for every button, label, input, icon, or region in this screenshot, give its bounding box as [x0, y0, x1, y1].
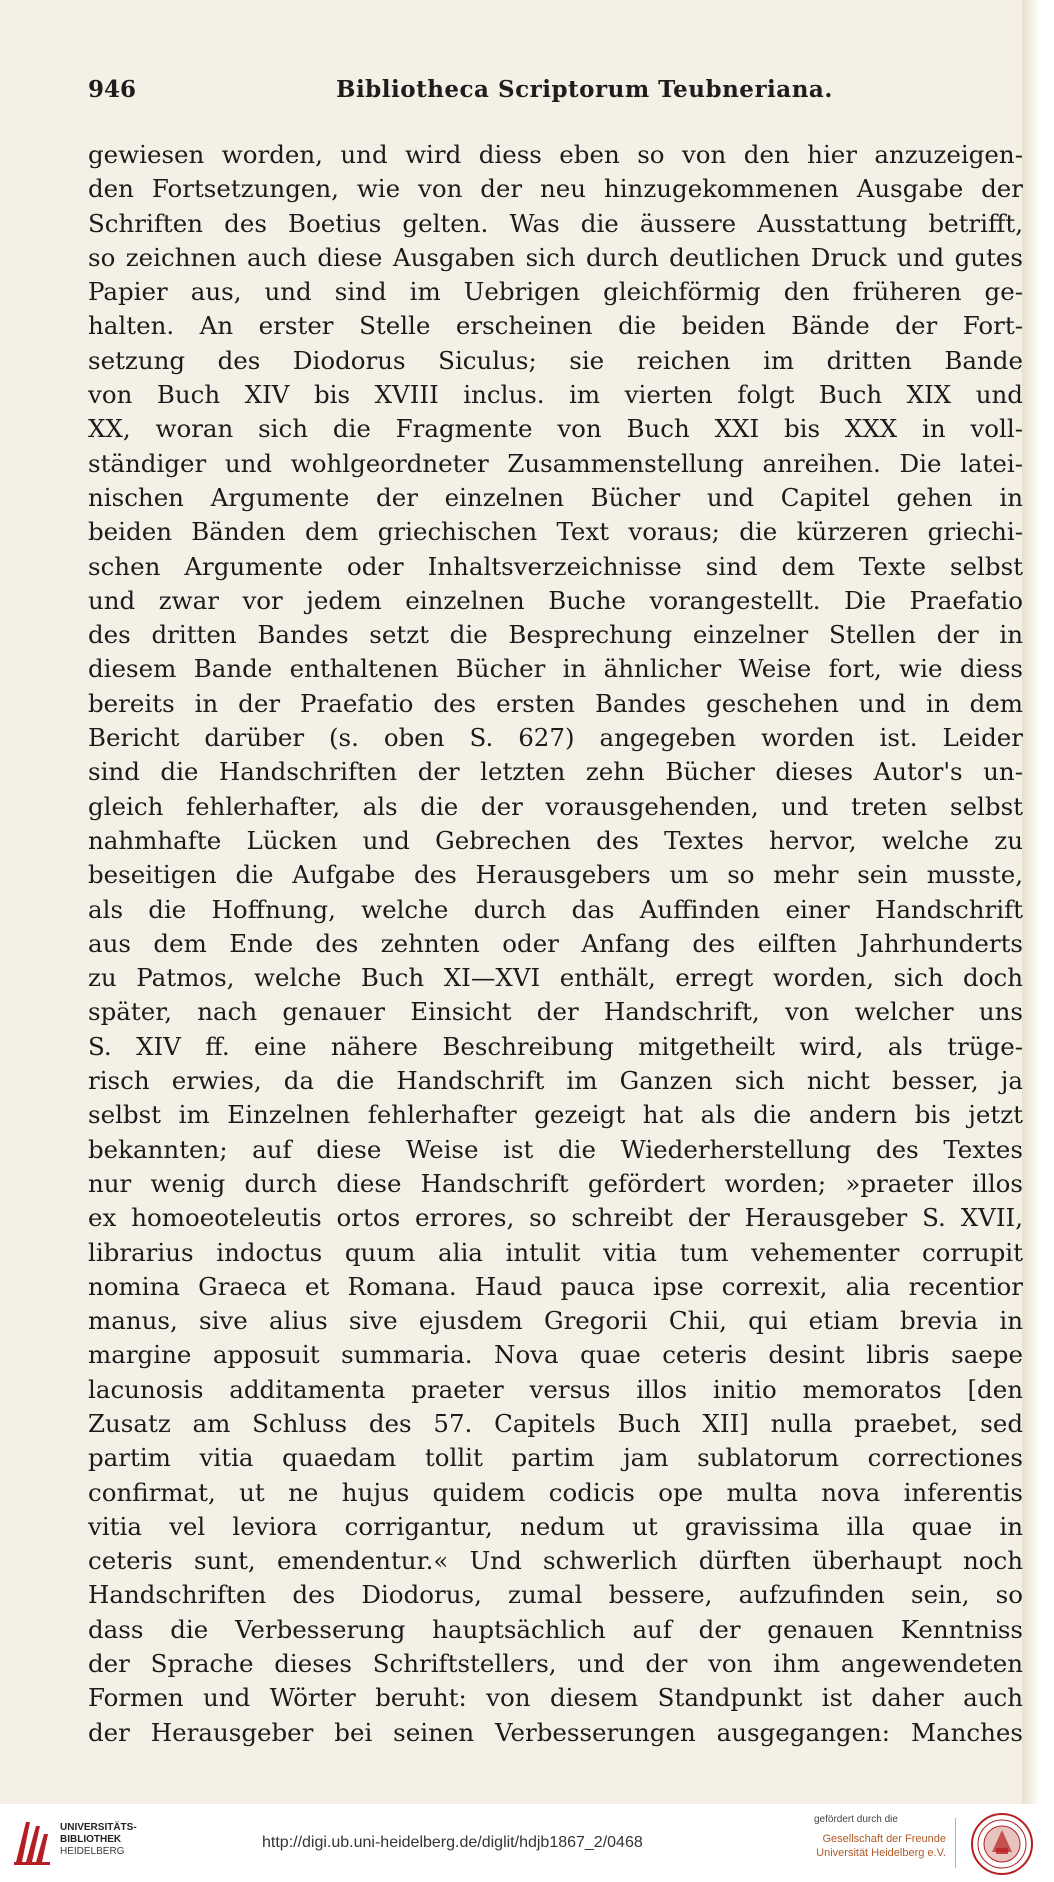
page-number: 946	[88, 76, 137, 103]
text-line: ex homoeoteleutis ortos errores, so schreibt der Herausgeber S. XVII,	[88, 1203, 1023, 1233]
text-line: Formen und Wörter beruht: von diesem Standpunkt ist daher auch	[88, 1683, 1023, 1713]
text-line: Zusatz am Schluss des 57. Capitels Buch XII] nulla praebet, sed	[88, 1408, 1023, 1438]
text-line: risch erwies, da die Handschrift im Ganzen sich nicht besser, ja	[88, 1066, 1023, 1096]
text-line: diesem Bande enthaltenen Bücher in ähnlicher Weise fort, wie diess	[88, 654, 1023, 684]
text-line: margine apposuit summaria. Nova quae ceteris desint libris saepe	[88, 1340, 1023, 1370]
university-library-logo-icon	[12, 1818, 52, 1866]
text-line: halten. An erster Stelle erscheinen die beiden Bände der Fort-	[88, 311, 1023, 341]
text-line: den Fortsetzungen, wie von der neu hinzugekommenen Ausgabe der	[88, 174, 1023, 204]
body-text	[88, 138, 1023, 1750]
text-line: setzung des Diodorus Siculus; sie reichen im dritten Bande	[88, 345, 1023, 375]
text-line: vitia vel leviora corrigantur, nedum ut gravissima illa quae in	[88, 1511, 1023, 1541]
library-name	[60, 1822, 137, 1858]
library-name-line: BIBLIOTHEK	[60, 1834, 122, 1845]
footer-divider	[955, 1818, 956, 1868]
text-line: gleich fehlerhafter, als die der vorausgehenden, und treten selbst	[88, 791, 1023, 821]
funder-label: gefördert durch die	[814, 1814, 898, 1825]
permalink-url[interactable]: http://digi.ub.uni-heidelberg.de/diglit/hdjb1867_2/0468	[262, 1834, 643, 1851]
viewer-footer	[0, 1804, 1054, 1882]
text-line: nischen Argumente der einzelnen Bücher und Capitel gehen in	[88, 482, 1023, 512]
text-line: von Buch XIV bis XVIII inclus. im vierten folgt Buch XIX und	[88, 380, 1023, 410]
text-line: partim vitia quaedam tollit partim jam sublatorum correctiones	[88, 1443, 1023, 1473]
text-line: S. XIV ff. eine nähere Beschreibung mitgetheilt wird, als trüge-	[88, 1031, 1023, 1061]
funder-name-line: Universität Heidelberg e.V.	[816, 1847, 946, 1859]
text-line: nahmhafte Lücken und Gebrechen des Textes hervor, welche zu	[88, 825, 1023, 855]
text-line: aus dem Ende des zehnten oder Anfang des eilften Jahrhunderts	[88, 928, 1023, 958]
library-name-line: UNIVERSITÄTS-	[60, 1822, 137, 1833]
funder-name-line: Gesellschaft der Freunde	[822, 1833, 946, 1845]
university-seal-icon	[970, 1812, 1034, 1876]
funder-name	[806, 1832, 946, 1860]
journal-title: Bibliotheca Scriptorum Teubneriana.	[336, 76, 833, 103]
text-line: zu Patmos, welche Buch XI—XVI enthält, erregt worden, sich doch	[88, 963, 1023, 993]
text-line: Papier aus, und sind im Uebrigen gleichförmig den früheren ge-	[88, 277, 1023, 307]
text-line: nomina Graeca et Romana. Haud pauca ipse correxit, alia recentior	[88, 1271, 1023, 1301]
text-line: confirmat, ut ne hujus quidem codicis ope multa nova inferentis	[88, 1477, 1023, 1507]
text-line: sind die Handschriften der letzten zehn Bücher dieses Autor's un-	[88, 757, 1023, 787]
text-line: selbst im Einzelnen fehlerhafter gezeigt hat als die andern bis jetzt	[88, 1100, 1023, 1130]
page-edge	[1022, 0, 1038, 1804]
text-line: Handschriften des Diodorus, zumal bessere, aufzufinden sein, so	[88, 1580, 1023, 1610]
text-line: als die Hoffnung, welche durch das Auffinden einer Handschrift	[88, 894, 1023, 924]
text-line: bekannten; auf diese Weise ist die Wiederherstellung des Textes	[88, 1134, 1023, 1164]
text-line: der Sprache dieses Schriftstellers, und der von ihm angewendeten	[88, 1649, 1023, 1679]
text-line: beiden Bänden dem griechischen Text voraus; die kürzeren griechi-	[88, 517, 1023, 547]
text-line: der Herausgeber bei seinen Verbesserungen ausgegangen: Manches	[88, 1717, 1023, 1747]
text-line: später, nach genauer Einsicht der Handschrift, von welcher uns	[88, 997, 1023, 1027]
text-line: beseitigen die Aufgabe des Herausgebers um so mehr sein musste,	[88, 860, 1023, 890]
text-line: bereits in der Praefatio des ersten Bandes geschehen und in dem	[88, 688, 1023, 718]
text-line: dass die Verbesserung hauptsächlich auf der genauen Kenntniss	[88, 1614, 1023, 1644]
text-line: ständiger und wohlgeordneter Zusammenstellung anreihen. Die latei-	[88, 448, 1023, 478]
text-line: und zwar vor jedem einzelnen Buche vorangestellt. Die Praefatio	[88, 585, 1023, 615]
text-line: Schriften des Boetius gelten. Was die äussere Ausstattung betrifft,	[88, 208, 1023, 238]
text-line: so zeichnen auch diese Ausgaben sich durch deutlichen Druck und gutes	[88, 242, 1023, 272]
text-line: XX, woran sich die Fragmente von Buch XXI bis XXX in voll-	[88, 414, 1023, 444]
text-line: gewiesen worden, und wird diess eben so von den hier anzuzeigen-	[88, 140, 1023, 169]
text-line: manus, sive alius sive ejusdem Gregorii Chii, qui etiam brevia in	[88, 1306, 1023, 1336]
library-name-line: HEIDELBERG	[60, 1846, 125, 1857]
text-line: des dritten Bandes setzt die Besprechung einzelner Stellen der in	[88, 620, 1023, 650]
text-line: lacunosis additamenta praeter versus illos initio memoratos [den	[88, 1374, 1023, 1404]
text-line: schen Argumente oder Inhaltsverzeichnisse sind dem Texte selbst	[88, 551, 1023, 581]
running-head	[88, 76, 1018, 116]
text-line: ceteris sunt, emendentur.« Und schwerlich dürften überhaupt noch	[88, 1546, 1023, 1576]
text-line: nur wenig durch diese Handschrift gefördert worden; »praeter illos	[88, 1168, 1023, 1198]
text-line: librarius indoctus quum alia intulit vitia tum vehementer corrupit	[88, 1237, 1023, 1267]
text-line: Bericht darüber (s. oben S. 627) angegeben worden ist. Leider	[88, 723, 1023, 753]
